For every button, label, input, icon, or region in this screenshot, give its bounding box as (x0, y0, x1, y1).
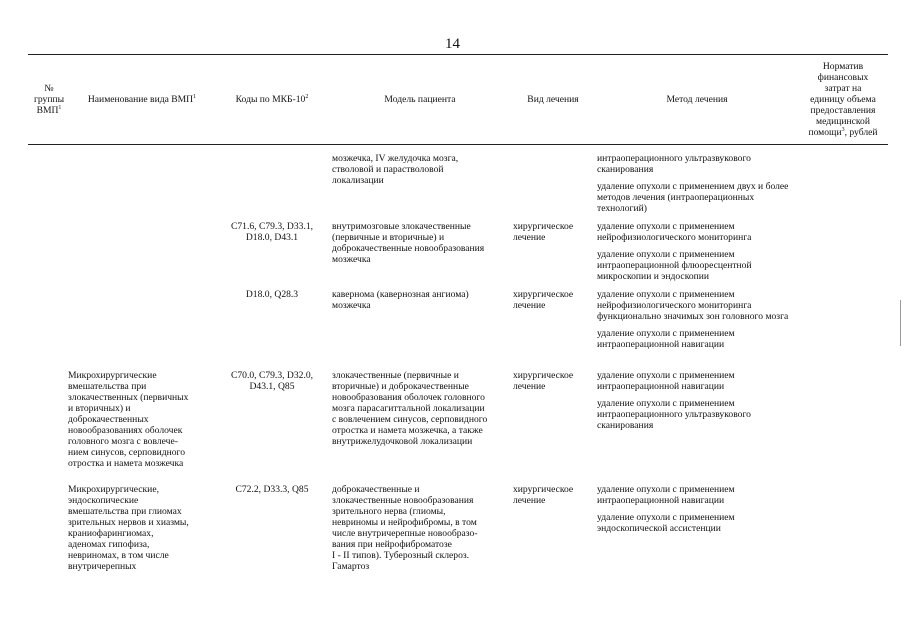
row4-methods (597, 484, 797, 540)
header-treatment-type: Вид лечения (527, 93, 579, 105)
row4-vmp-name: Микрохирургические, эндоскопические вмешательства при глиомах зрительных нервов и хиазмы, краниофарингиомах, аденомах гипофиза, невриномах, в том числе внутричерепных (68, 484, 189, 572)
row1-treatment-type: хирургическое лечение (513, 221, 574, 243)
row4-treatment-type: хирургическое лечение (513, 484, 574, 506)
row4-patient-model: доброкачественные и злокачественные новообразования зрительного нерва (глиомы, невриномы и нейрофибромы, в том числе внутричерепные новообразо- вания при нейрофиброматозе I - II типов). Туберозный склероз. Гамартоз (332, 484, 478, 572)
row1-method-1: удаление опухоли с применением интраоперационной флюоресцентной микроскопии и эндоскопии (597, 249, 752, 282)
row0-methods (597, 153, 797, 220)
row3-treatment-type: хирургическое лечение (513, 370, 574, 392)
header-vmp-name: Наименование вида ВМП$^1$ (87, 93, 197, 105)
page-number: 14 (445, 36, 460, 52)
row4-method-1: удаление опухоли с применением эндоскопической ассистенции (597, 512, 735, 534)
row3-method-0: удаление опухоли с применением интраоперационной навигации (597, 370, 735, 392)
header-patient-model: Модель пациента (384, 93, 456, 105)
row3-vmp-name: Микрохирургические вмешательства при злокачественных (первичных и вторичных) и доброкачественных новообразованиях оболочек головного мозга с вовлече- нием синусов, серповидного отростка и намета мозжечка (68, 370, 189, 469)
row1-icd-codes: C71.6, C79.3, D33.1, D18.0, D43.1 (230, 221, 314, 243)
row2-icd-codes: D18.0, Q28.3 (245, 289, 299, 300)
row0-patient-model: мозжечка, IV желудочка мозга, стволовой и парастволовой локализации (332, 153, 459, 186)
scan-margin-mark (900, 300, 901, 346)
row2-method-0: удаление опухоли с применением нейрофизиологического мониторинга функционально значимых зон головного мозга (597, 289, 789, 322)
row4-method-0: удаление опухоли с применением интраоперационной навигации (597, 484, 735, 506)
header-group-no: № группы ВМП$^1$ (33, 82, 65, 116)
row0-method-0: интраоперационного ультразвукового сканирования (597, 153, 751, 175)
row3-patient-model: злокачественные (первичные и вторичные) и доброкачественные новообразования оболочек головного мозга парасагиттальной локализации с вовлечением синусов, серповидного отростка и намета мозжечка, а также внутрижелудочковой локализации (332, 370, 488, 447)
row0-method-1: удаление опухоли с применением двух и более методов лечения (интраоперационных технологий) (597, 181, 789, 214)
row3-method-1: удаление опухоли с применением интраоперационного ультразвукового сканирования (597, 398, 751, 431)
header-cost-norm: Норматив финансовых затрат на единицу объема предоставления медицинской помощи$^3$, рублей (808, 60, 878, 138)
row1-patient-model: внутримозговые злокачественные (первичные и вторичные) и доброкачественные новообразования мозжечка (332, 221, 485, 265)
row3-icd-codes: C70.0, C79.3, D32.0, D43.1, Q85 (230, 370, 314, 392)
row2-methods (597, 289, 797, 356)
table-top-rule (28, 54, 888, 55)
row2-patient-model: кавернома (кавернозная ангиома) мозжечка (332, 289, 469, 311)
row2-method-1: удаление опухоли с применением интраоперационной навигации (597, 328, 735, 350)
header-icd-codes: Коды по МКБ-$10^2$ (235, 93, 309, 105)
header-treatment-method: Метод лечения (666, 93, 728, 105)
table-header-rule (28, 144, 888, 145)
row1-method-0: удаление опухоли с применением нейрофизиологического мониторинга (597, 221, 752, 243)
row4-icd-codes: C72.2, D33.3, Q85 (235, 484, 309, 495)
row3-methods (597, 370, 797, 437)
row2-treatment-type: хирургическое лечение (513, 289, 574, 311)
row1-methods (597, 221, 797, 288)
